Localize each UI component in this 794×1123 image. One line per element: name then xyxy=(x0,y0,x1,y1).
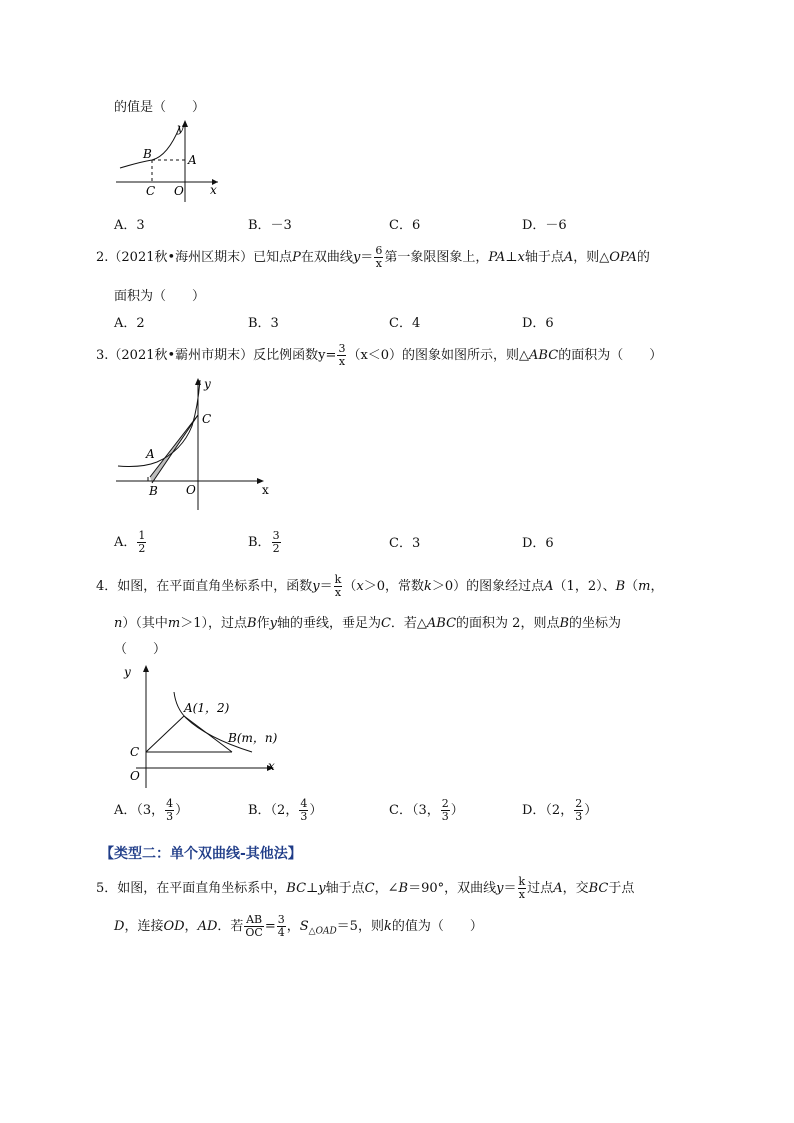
q3-axis-x: x xyxy=(262,483,269,497)
q1-point-a: A xyxy=(188,153,197,167)
q5-var-y: y xyxy=(318,881,326,896)
q4-t5: （1，2）、 xyxy=(553,579,616,594)
q5-t6: ，交 xyxy=(562,881,589,896)
q4-option-b[interactable]: B．（2， $\frac{4}{3}$ ） xyxy=(248,797,323,823)
q4-eq: ＝ xyxy=(319,579,333,594)
q4-point-a: A(1，2) xyxy=(184,701,230,715)
q4-t14: 的坐标为 xyxy=(569,616,622,631)
q3-point-a: A xyxy=(146,447,155,461)
q4-var-k: k xyxy=(423,579,432,594)
q5-var-b: B xyxy=(398,881,409,896)
q5-var-bc2: BC xyxy=(588,881,609,896)
q5-t10: ．若 xyxy=(217,919,244,934)
q1-option-d[interactable]: D．－6 xyxy=(522,218,567,233)
q4-t9: ＞1），过点 xyxy=(180,616,247,631)
q4-var-m: m xyxy=(638,579,651,594)
q5-var-s: S xyxy=(299,919,309,934)
q2-eq: ＝ xyxy=(360,250,374,265)
q5-stem-line1 xyxy=(96,876,634,901)
q3-point-c: C xyxy=(202,412,212,426)
q4-figure xyxy=(112,660,282,790)
q4-t2: （ xyxy=(343,579,357,594)
q5-var-c: C xyxy=(364,881,375,896)
q4-var-n: n xyxy=(114,616,123,631)
q3-point-b: B xyxy=(149,484,158,498)
q3-option-d[interactable]: D．6 xyxy=(522,536,554,551)
q4-axis-y: y xyxy=(124,665,131,679)
q4-axis-x: x xyxy=(268,759,275,773)
q4-var-b2: B xyxy=(247,616,257,631)
q3-stem xyxy=(96,343,662,368)
q5-t8: ，连接 xyxy=(124,919,164,934)
q2-var-y: y xyxy=(352,250,361,265)
q2-text2: 第一象限图象上， xyxy=(384,250,489,265)
q4-t10: 作 xyxy=(256,616,270,631)
q5-t11: ， xyxy=(286,919,300,934)
q3-fraction: $\frac{3}{x}$ xyxy=(338,342,346,368)
q1-option-a[interactable]: A．3 xyxy=(114,218,145,233)
q3-tail: 的面积为（ ） xyxy=(558,348,663,363)
q4-origin: O xyxy=(130,769,140,783)
q2-text4: ，则△ xyxy=(573,250,610,265)
q5-t4: ＝90°，双曲线 xyxy=(408,881,497,896)
q2-number: 2. xyxy=(96,250,109,265)
q2-source: （2021秋•海州区期末）已知点 xyxy=(108,250,293,265)
q4-point-b: B(m，n) xyxy=(228,731,278,745)
q4-point-c: C xyxy=(130,745,140,759)
q2-text: 在双曲线 xyxy=(300,250,353,265)
q5-t3: ，∠ xyxy=(374,881,399,896)
q5-ratio-value: $\frac{3}{4}$ xyxy=(277,913,285,939)
q3-option-a[interactable]: A． $\frac{1}{2}$ xyxy=(114,529,146,555)
q4-var-y2: y xyxy=(269,616,277,631)
q1-figure xyxy=(110,116,225,206)
q4-stem-line3: （ ） xyxy=(114,642,167,657)
q1-point-b: B xyxy=(143,147,152,161)
q5-var-ad: AD xyxy=(197,919,218,934)
q3-number: 3. xyxy=(96,348,109,363)
q1-axis-y: y xyxy=(177,121,184,135)
q4-stem-line1 xyxy=(96,574,664,599)
q4-option-d[interactable]: D．（2， $\frac{2}{3}$ ） xyxy=(522,797,598,823)
q1-option-c[interactable]: C．6 xyxy=(389,218,421,233)
q5-t5: 过点 xyxy=(527,881,554,896)
q3-var-y: y xyxy=(318,348,326,363)
q3-origin: O xyxy=(186,483,196,497)
q4-t7: ， xyxy=(650,579,664,594)
q5-var-od: OD xyxy=(163,919,185,934)
q5-t12: ＝5，则 xyxy=(336,919,384,934)
q5-perp: ⊥ xyxy=(306,881,319,896)
q5-var-d: D xyxy=(114,919,125,934)
q2-var-pa: PA xyxy=(488,250,506,265)
q4-number: 4． xyxy=(96,579,118,594)
q4-fraction: $\frac{k}{x}$ xyxy=(334,573,342,599)
q2-option-c[interactable]: C．4 xyxy=(389,316,421,331)
q2-stem-line1 xyxy=(96,245,650,270)
q4-t3: ＞0，常数 xyxy=(363,579,424,594)
q2-var-p: P xyxy=(292,250,301,265)
q4-var-c: C xyxy=(380,616,391,631)
q3-condition: （x＜0） xyxy=(347,348,403,363)
q2-var-a: A xyxy=(563,250,574,265)
q4-t1: 如图，在平面直角坐标系中，函数 xyxy=(117,579,313,594)
q5-stem-line2 xyxy=(114,914,483,939)
q4-stem-line2 xyxy=(114,612,621,631)
q4-t13: 的面积为 2，则点 xyxy=(456,616,560,631)
q5-t13: 的值为（ ） xyxy=(391,919,483,934)
q5-t9: ， xyxy=(184,919,198,934)
q1-point-c: C xyxy=(146,184,156,198)
q5-ratio-fraction: $\frac{AB}{OC}$ xyxy=(245,913,263,939)
q3-var-abc: ABC xyxy=(529,348,559,363)
q2-option-b[interactable]: B．3 xyxy=(248,316,279,331)
q1-question-tail: 的值是（ ） xyxy=(114,100,206,115)
q1-origin: O xyxy=(174,184,184,198)
q3-figure xyxy=(112,376,277,514)
q3-option-c[interactable]: C．3 xyxy=(389,536,421,551)
q5-t1: 如图，在平面直角坐标系中， xyxy=(117,881,287,896)
q4-t11: 轴的垂线，垂足为 xyxy=(276,616,381,631)
q4-var-y: y xyxy=(312,579,320,594)
q3-source: （2021秋•霸州市期末）反比例函数 xyxy=(108,348,319,363)
q4-option-c[interactable]: C．（3， $\frac{2}{3}$ ） xyxy=(389,797,464,823)
q4-var-b3: B xyxy=(559,616,570,631)
q5-t2: 轴于点 xyxy=(325,881,365,896)
q4-var-a: A xyxy=(544,579,554,594)
q3-eq: = xyxy=(325,348,337,363)
q5-subscript: △OAD xyxy=(308,926,337,937)
q4-t4: ＞0）的图象经过点 xyxy=(431,579,545,594)
q4-var-abc: ABC xyxy=(426,616,457,631)
q5-eq2: = xyxy=(264,919,276,934)
q2-text5: 的 xyxy=(636,250,650,265)
q2-var-x: x xyxy=(517,250,525,265)
q2-stem-line2: 面积为（ ） xyxy=(114,289,206,304)
q5-var-k: k xyxy=(383,919,392,934)
q5-var-y2: y xyxy=(496,881,504,896)
q4-var-x: x xyxy=(356,579,364,594)
q2-var-opa: OPA xyxy=(609,250,637,265)
q4-t8: ）（其中 xyxy=(122,616,168,631)
q5-var-a: A xyxy=(553,881,563,896)
q1-option-b[interactable]: B．－3 xyxy=(248,218,292,233)
section-heading: 【类型二：单个双曲线-其他法】 xyxy=(100,846,302,862)
q4-t6: （ xyxy=(625,579,639,594)
q3-text: 的图象如图所示，则△ xyxy=(402,348,530,363)
q5-t7: 于点 xyxy=(608,881,635,896)
q2-fraction: $\frac{6}{x}$ xyxy=(375,244,383,270)
q1-axis-x: x xyxy=(210,183,217,197)
q5-number: 5． xyxy=(96,881,118,896)
q4-var-m2: m xyxy=(167,616,181,631)
q4-t12: ．若△ xyxy=(390,616,427,631)
q3-option-b[interactable]: B． $\frac{3}{2}$ xyxy=(248,529,280,555)
q2-text3: 轴于点 xyxy=(524,250,564,265)
q2-option-a[interactable]: A．2 xyxy=(114,316,145,331)
q5-eq: ＝ xyxy=(503,881,517,896)
q4-option-a[interactable]: A．（3， $\frac{4}{3}$ ） xyxy=(114,797,189,823)
q5-var-bc: BC xyxy=(286,881,307,896)
q5-fraction: $\frac{k}{x}$ xyxy=(518,875,526,901)
q3-axis-y: y xyxy=(204,377,211,391)
q2-option-d[interactable]: D．6 xyxy=(522,316,554,331)
q2-perp: ⊥ xyxy=(505,250,518,265)
q4-var-b: B xyxy=(615,579,626,594)
